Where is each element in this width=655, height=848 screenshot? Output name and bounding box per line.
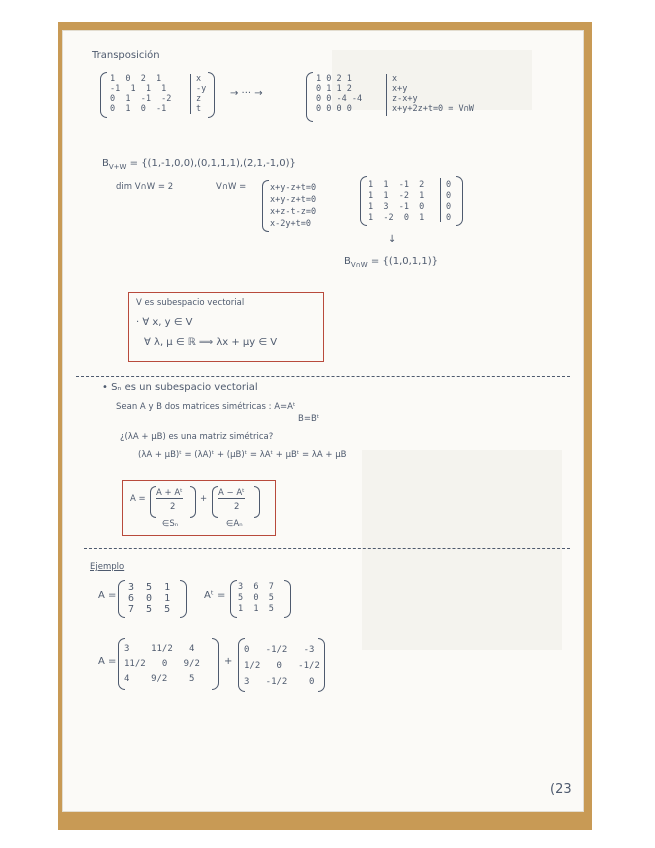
proof-line-1b: B=Bᵗ — [298, 414, 320, 424]
matrix-bracket-left — [100, 72, 107, 118]
matrix-bracket-right — [208, 72, 215, 118]
notebook-page — [62, 30, 584, 812]
matrix-a-label: A = — [98, 590, 117, 601]
section-heading: • Sₙ es un subespacio vectorial — [102, 382, 258, 393]
augment-divider — [386, 74, 387, 116]
decomposition-a: A = — [130, 494, 146, 504]
matrix-a: 1 0 2 1 -1 1 1 1 0 1 -1 -2 0 1 0 -1 — [110, 74, 172, 114]
intersection-label: V∩W = — [216, 182, 247, 192]
antisymmetric-part-label: ∈Aₙ — [226, 519, 243, 529]
matrix-bracket-left — [230, 580, 237, 618]
matrix-b: 1 0 2 1 0 1 1 2 0 0 -4 -4 0 0 0 0 — [316, 74, 363, 114]
page-title: Transposición — [92, 50, 160, 61]
proof-line-3: (λA + μB)ᵗ = (λA)ᵗ + (μB)ᵗ = λAᵗ + μBᵗ = λA + μB — [138, 450, 347, 460]
system-brace — [262, 180, 269, 232]
example-matrix-a: 3 5 1 6 0 1 7 5 5 — [128, 582, 171, 615]
equation-system: x+y-z+t=0 x+y-z+t=0 x+z-t-z=0 x-2y+t=0 — [270, 183, 317, 229]
basis-vw: $B_{V+W} = \{(1,-1,0,0),(0,1,1,1),(2,1,-1,0)\}$ — [102, 158, 296, 171]
paren-right — [190, 486, 196, 518]
fraction-2-denominator: 2 — [234, 502, 240, 512]
fraction-2-numerator: A − Aᵗ — [218, 488, 245, 498]
matrix-bracket-right — [212, 638, 219, 690]
basis-intersection: $B_{V\cap W} = \{(1,0,1,1)\}$ — [344, 256, 438, 269]
matrix-bracket-left — [306, 72, 313, 122]
matrix-bracket-right — [318, 638, 325, 692]
matrix-bracket-right — [284, 580, 291, 618]
definition-line-3: ∀ λ, μ ∈ ℝ ⟹ λx + μy ∈ V — [144, 337, 278, 348]
matrix-at-label: Aᵗ = — [204, 590, 226, 601]
proof-line-1: Sean A y B dos matrices simétricas : A=Aᵗ — [116, 402, 296, 412]
definition-line-2: · ∀ x, y ∈ V — [136, 317, 193, 328]
matrix-bracket-right — [456, 176, 463, 226]
definition-line-1: V es subespacio vectorial — [136, 298, 245, 308]
matrix-b-augment: x x+y z-x+y x+y+2z+t=0 = V∩W — [392, 74, 474, 114]
matrix-bracket-left — [360, 176, 367, 226]
symmetric-matrix: 3 11/2 4 11/2 0 9/2 4 9/2 5 — [124, 644, 200, 684]
transform-arrow: → ··· → — [230, 88, 263, 99]
fraction-1-denominator: 2 — [170, 502, 176, 512]
fraction-1-numerator: A + Aᵗ — [156, 488, 183, 498]
example-matrix-at: 3 6 7 5 0 5 1 1 5 — [238, 582, 274, 614]
section-divider — [76, 376, 570, 377]
plus-sign: + — [200, 494, 208, 504]
matrix-bracket-left — [118, 580, 125, 618]
dimension-text: dim V∩W = 2 — [116, 182, 174, 192]
matrix-c-augment: 0 0 0 0 — [446, 180, 452, 223]
page-number: (23 — [550, 782, 572, 797]
augment-divider — [190, 74, 191, 114]
proof-line-2: ¿(λA + μB) es una matriz simétrica? — [120, 432, 274, 442]
plus-sign: + — [224, 656, 233, 667]
symmetric-part-label: ∈Sₙ — [162, 519, 179, 529]
matrix-bracket-right — [180, 580, 187, 618]
matrix-a-augment: x -y z t — [196, 74, 207, 114]
antisymmetric-matrix: 0 -1/2 -3 1/2 0 -1/2 3 -1/2 0 — [244, 645, 320, 687]
augment-divider — [440, 178, 441, 222]
example-title: Ejemplo — [90, 562, 125, 572]
paren-right — [254, 486, 260, 518]
decomposition-box — [122, 480, 276, 536]
section-divider — [84, 548, 570, 549]
down-arrow: ↓ — [388, 234, 397, 245]
decomposition-label: A = — [98, 656, 117, 667]
bleed-through-area — [362, 450, 562, 650]
matrix-c: 1 1 -1 2 1 1 -2 1 1 3 -1 0 1 -2 0 1 — [368, 180, 425, 223]
